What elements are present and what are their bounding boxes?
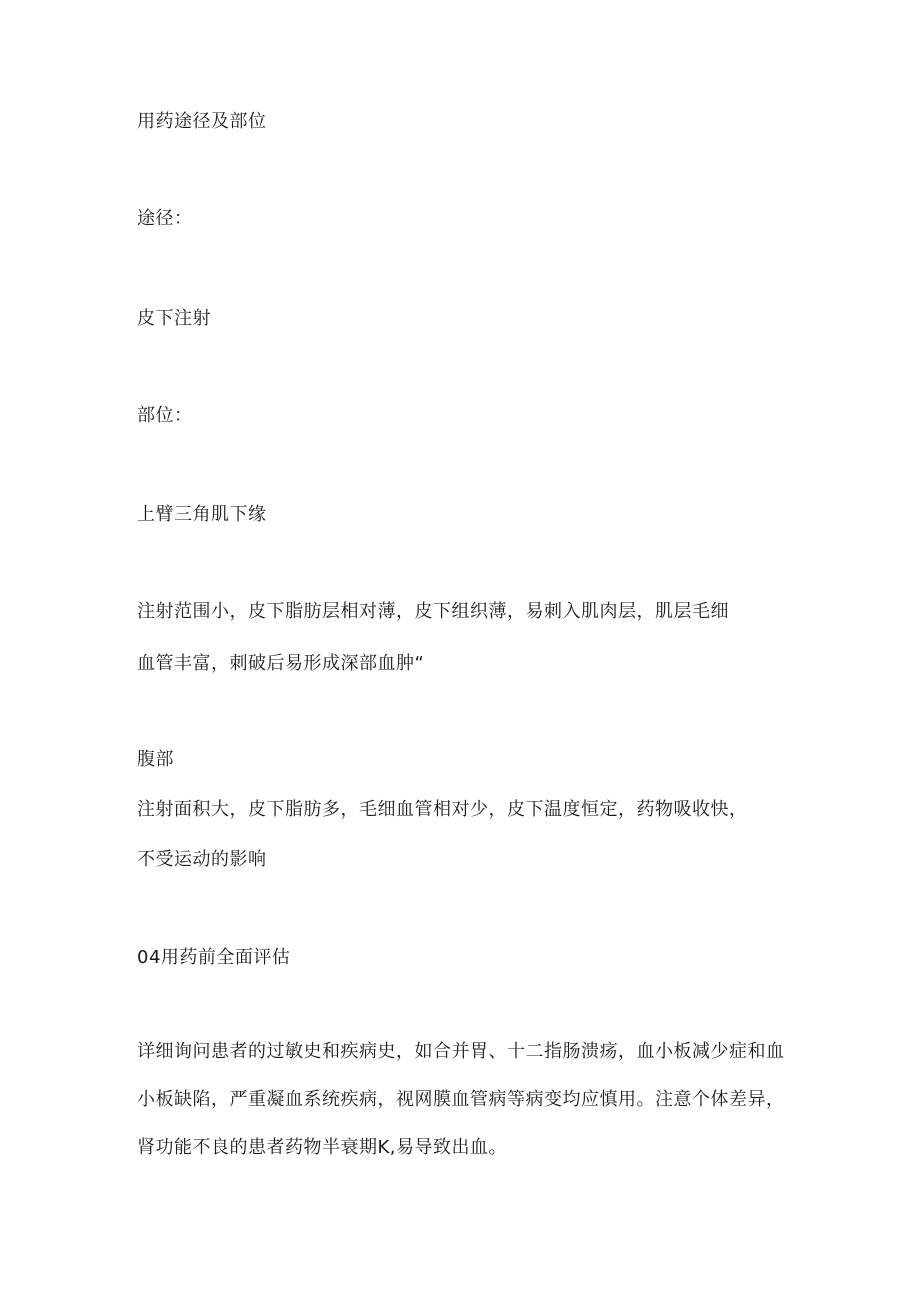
abdomen-desc-line: 不受运动的影响 xyxy=(137,849,267,870)
site-label: 部位： xyxy=(137,405,193,426)
section-title: 04用药前全面评估 xyxy=(137,947,291,968)
assessment-line: 肾功能不良的患者药物半衰期K,易导致出血。 xyxy=(137,1137,508,1158)
site-abdomen: 腹部 xyxy=(137,749,174,770)
document-heading: 用药途径及部位 xyxy=(137,111,267,132)
route-label: 途径： xyxy=(137,208,193,229)
route-value: 皮下注射 xyxy=(137,308,211,329)
assessment-line: 小板缺陷，严重凝血系统疾病，视网膜血管病等病变均应慎用。注意个体差异， xyxy=(137,1089,785,1110)
site-upper-arm: 上臂三角肌下缘 xyxy=(137,504,267,525)
abdomen-desc-line: 注射面积大，皮下脂肪多，毛细血管相对少，皮下温度恒定，药物吸收快， xyxy=(137,799,748,820)
upper-arm-desc-line: 血管丰富，刺破后易形成深部血肿“ xyxy=(137,653,425,674)
assessment-line: 详细询问患者的过敏史和疾病史，如合并胃、十二指肠溃疡，血小板减少症和血 xyxy=(137,1041,785,1062)
upper-arm-desc-line: 注射范围小，皮下脂肪层相对薄，皮下组织薄，易刺入肌肉层，肌层毛细 xyxy=(137,601,729,622)
